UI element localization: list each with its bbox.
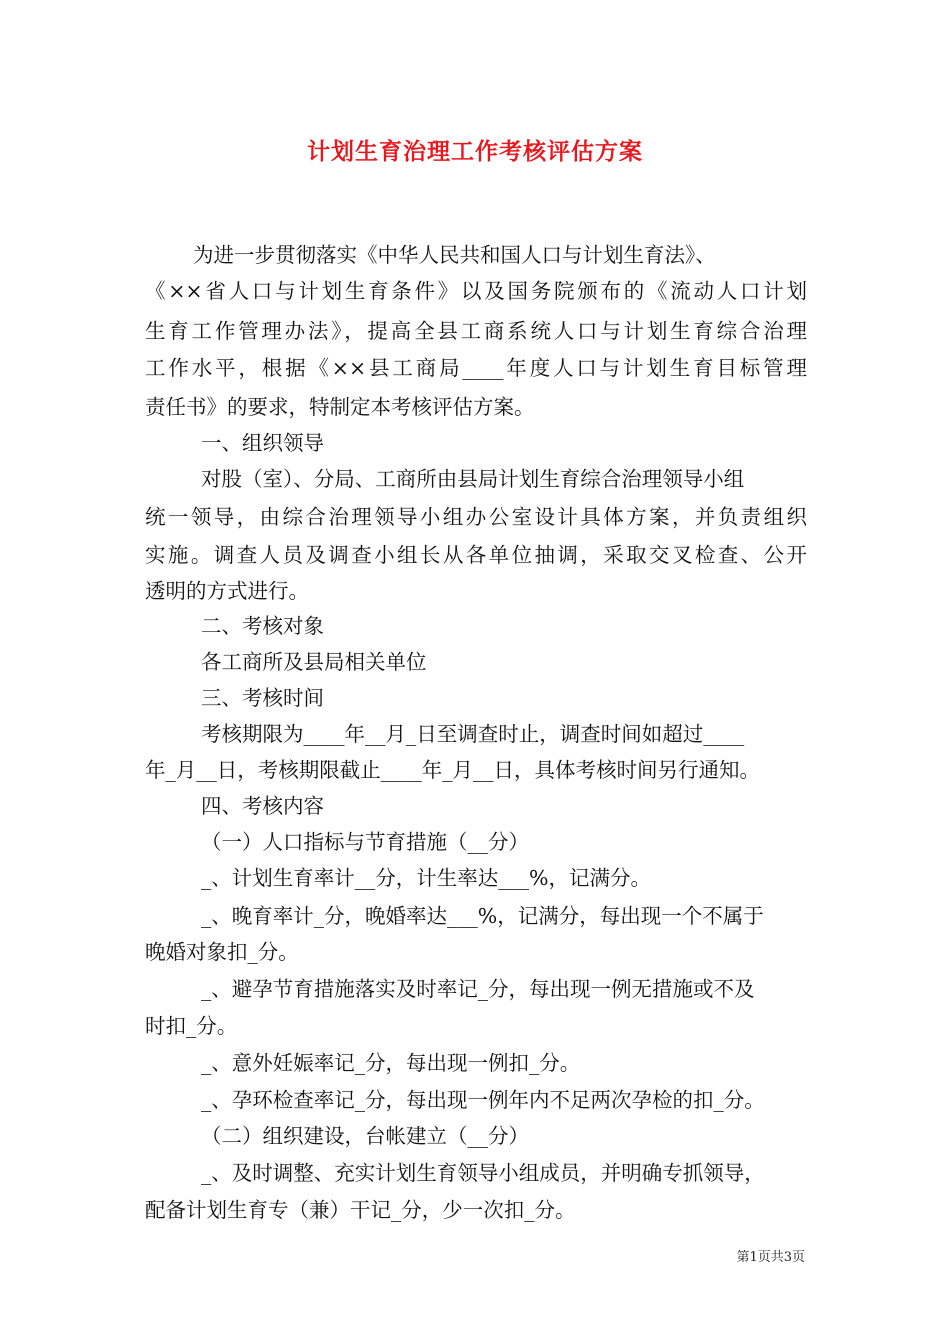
paragraph-line: 配备计划生育专（兼）干记_分，少一次扣_分。	[145, 1198, 576, 1222]
list-item: _、避孕节育措施落实及时率记_分，每出现一例无措施或不及	[201, 977, 755, 1001]
paragraph-line: 透明的方式进行。	[145, 579, 309, 603]
paragraph-line: 考核期限为____年__月_日至调查时止，调查时间如超过____	[201, 722, 745, 746]
list-item: _、及时调整、充实计划生育领导小组成员，并明确专抓领导，	[201, 1161, 765, 1185]
page-number: 第1页共3页	[736, 1250, 805, 1265]
section-heading: 三、考核时间	[201, 686, 324, 710]
section-heading: 一、组织领导	[201, 431, 324, 455]
page-title: 计划生育治理工作考核评估方案	[307, 138, 643, 165]
list-item: _、计划生育率计__分，计生率达___%，记满分。	[201, 866, 651, 890]
paragraph-line: 工作水平，根据《××县工商局____年度人口与计划生育目标管理	[145, 356, 807, 380]
subsection-heading: （一）人口指标与节育措施（__分）	[201, 830, 529, 854]
paragraph-line: 统一领导，由综合治理领导小组办公室设计具体方案，并负责组织	[145, 505, 807, 529]
paragraph-line: 为进一步贯彻落实《中华人民共和国人口与计划生育法》、	[193, 243, 716, 267]
list-item: _、晚育率计_分，晚婚率达___%，记满分，每出现一个不属于	[201, 904, 764, 928]
list-item: _、意外妊娠率记_分，每出现一例扣_分。	[201, 1051, 581, 1075]
paragraph-line: 实施。调查人员及调查小组长从各单位抽调，采取交叉检查、公开	[145, 543, 807, 567]
list-item: _、孕环检查率记_分，每出现一例年内不足两次孕检的扣_分。	[201, 1088, 765, 1112]
paragraph-line: 生育工作管理办法》，提高全县工商系统人口与计划生育综合治理	[145, 319, 807, 343]
paragraph-line: 责任书》的要求，特制定本考核评估方案。	[145, 395, 535, 419]
paragraph-line: 年_月__日，考核期限截止____年_月__日，具体考核时间另行通知。	[145, 758, 760, 782]
subsection-heading: （二）组织建设，台帐建立（__分）	[201, 1124, 529, 1148]
section-heading: 四、考核内容	[201, 794, 324, 818]
paragraph-line: 对股（室）、分局、工商所由县局计划生育综合治理领导小组	[201, 467, 745, 491]
section-heading: 二、考核对象	[201, 614, 324, 638]
paragraph-line: 晚婚对象扣_分。	[145, 940, 299, 964]
paragraph-line: 时扣_分。	[145, 1014, 238, 1038]
paragraph-line: 各工商所及县局相关单位	[201, 650, 427, 674]
paragraph-line: 《××省人口与计划生育条件》以及国务院颁布的《流动人口计划	[145, 279, 807, 303]
